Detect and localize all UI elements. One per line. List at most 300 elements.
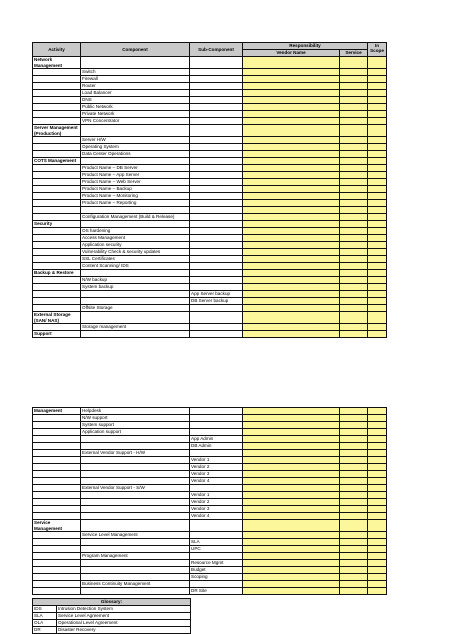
- in-scope-cell[interactable]: [368, 104, 387, 111]
- activity-cell: [33, 305, 81, 312]
- service-cell[interactable]: [340, 104, 368, 111]
- in-scope-cell[interactable]: [368, 305, 387, 312]
- sub-component-cell: [190, 284, 243, 291]
- vendor-name-cell[interactable]: [243, 69, 340, 76]
- in-scope-cell[interactable]: [368, 499, 387, 506]
- service-cell[interactable]: [340, 560, 368, 567]
- component-cell: Business Continuity Management: [81, 581, 190, 588]
- activity-cell: Service Management: [33, 520, 81, 532]
- sub-component-cell: [190, 312, 243, 324]
- service-cell[interactable]: [340, 57, 368, 69]
- table-row: [33, 298, 387, 305]
- table-row: [33, 471, 387, 478]
- component-cell: Product Name – Backup: [81, 186, 190, 193]
- activity-cell: [33, 506, 81, 513]
- sub-component-cell: Scoping: [190, 574, 243, 581]
- service-cell[interactable]: [340, 270, 368, 277]
- sub-component-cell: [190, 137, 243, 144]
- in-scope-cell[interactable]: [368, 97, 387, 104]
- component-cell: Load Balancer: [81, 90, 190, 97]
- in-scope-cell[interactable]: [368, 249, 387, 256]
- service-cell[interactable]: [340, 331, 368, 338]
- in-scope-cell[interactable]: [368, 464, 387, 471]
- component-cell: [81, 207, 190, 214]
- table-row: [33, 408, 387, 415]
- sub-component-cell: Vendor 1: [190, 457, 243, 464]
- in-scope-cell[interactable]: [368, 532, 387, 539]
- service-cell[interactable]: [340, 457, 368, 464]
- activity-cell: [33, 172, 81, 179]
- in-scope-cell[interactable]: [368, 581, 387, 588]
- sub-component-cell: [190, 57, 243, 69]
- in-scope-cell[interactable]: [368, 200, 387, 207]
- service-cell[interactable]: [340, 539, 368, 546]
- component-cell: Product Name – DB Server: [81, 165, 190, 172]
- in-scope-cell[interactable]: [368, 324, 387, 331]
- vendor-name-cell[interactable]: [243, 172, 340, 179]
- vendor-name-cell[interactable]: [243, 291, 340, 298]
- vendor-name-cell[interactable]: [243, 513, 340, 520]
- table-row: [33, 118, 387, 125]
- component-cell: [81, 567, 190, 574]
- activity-cell: [33, 553, 81, 560]
- component-cell: Configuration Management (Build & Release): [81, 214, 190, 221]
- sub-component-cell: [190, 422, 243, 429]
- vendor-name-cell[interactable]: [243, 186, 340, 193]
- glossary-row: [33, 620, 191, 627]
- in-scope-cell[interactable]: [368, 443, 387, 450]
- service-cell[interactable]: [340, 263, 368, 270]
- service-cell[interactable]: [340, 574, 368, 581]
- in-scope-cell[interactable]: [368, 165, 387, 172]
- sub-component-cell: [190, 228, 243, 235]
- vendor-name-cell[interactable]: [243, 97, 340, 104]
- vendor-name-cell[interactable]: [243, 83, 340, 90]
- table-row: [33, 69, 387, 76]
- in-scope-cell[interactable]: [368, 312, 387, 324]
- component-cell: [81, 588, 190, 595]
- service-cell[interactable]: [340, 144, 368, 151]
- in-scope-cell[interactable]: [368, 57, 387, 69]
- component-cell: [81, 506, 190, 513]
- sub-component-cell: [190, 111, 243, 118]
- table-row: [33, 492, 387, 499]
- component-cell: Product Name – Monitoring: [81, 193, 190, 200]
- vendor-name-cell[interactable]: [243, 305, 340, 312]
- sub-component-cell: SLA: [190, 539, 243, 546]
- activity-cell: [33, 464, 81, 471]
- activity-cell: [33, 532, 81, 539]
- header-activity: Activity: [33, 43, 81, 57]
- vendor-name-cell[interactable]: [243, 104, 340, 111]
- in-scope-cell[interactable]: [368, 193, 387, 200]
- vendor-name-cell[interactable]: [243, 137, 340, 144]
- vendor-name-cell[interactable]: [243, 249, 340, 256]
- vendor-name-cell[interactable]: [243, 111, 340, 118]
- table-row: [33, 172, 387, 179]
- service-cell[interactable]: [340, 443, 368, 450]
- in-scope-cell[interactable]: [368, 284, 387, 291]
- in-scope-cell[interactable]: [368, 69, 387, 76]
- service-cell[interactable]: [340, 422, 368, 429]
- sub-component-cell: Vendor 1: [190, 492, 243, 499]
- vendor-name-cell[interactable]: [243, 270, 340, 277]
- vendor-name-cell[interactable]: [243, 193, 340, 200]
- service-cell[interactable]: [340, 193, 368, 200]
- vendor-name-cell[interactable]: [243, 553, 340, 560]
- table-row: [33, 270, 387, 277]
- activity-cell: [33, 324, 81, 331]
- sub-component-cell: [190, 532, 243, 539]
- sub-component-cell: [190, 186, 243, 193]
- activity-cell: [33, 228, 81, 235]
- service-cell[interactable]: [340, 165, 368, 172]
- service-cell[interactable]: [340, 485, 368, 492]
- activity-cell: [33, 83, 81, 90]
- in-scope-cell[interactable]: [368, 186, 387, 193]
- vendor-name-cell[interactable]: [243, 539, 340, 546]
- in-scope-cell[interactable]: [368, 144, 387, 151]
- service-cell[interactable]: [340, 179, 368, 186]
- vendor-name-cell[interactable]: [243, 574, 340, 581]
- vendor-name-cell[interactable]: [243, 207, 340, 214]
- vendor-name-cell[interactable]: [243, 450, 340, 457]
- service-cell[interactable]: [340, 151, 368, 158]
- in-scope-cell[interactable]: [368, 270, 387, 277]
- in-scope-cell[interactable]: [368, 179, 387, 186]
- sub-component-cell: [190, 249, 243, 256]
- service-cell[interactable]: [340, 277, 368, 284]
- vendor-name-cell[interactable]: [243, 422, 340, 429]
- activity-cell: [33, 151, 81, 158]
- in-scope-cell[interactable]: [368, 546, 387, 553]
- sub-component-cell: Resource Mgmt: [190, 560, 243, 567]
- activity-cell: [33, 277, 81, 284]
- service-cell[interactable]: [340, 436, 368, 443]
- vendor-name-cell[interactable]: [243, 478, 340, 485]
- vendor-name-cell[interactable]: [243, 331, 340, 338]
- in-scope-cell[interactable]: [368, 298, 387, 305]
- component-cell: Content Scanning/ IDS: [81, 263, 190, 270]
- vendor-name-cell[interactable]: [243, 200, 340, 207]
- activity-cell: [33, 560, 81, 567]
- in-scope-cell[interactable]: [368, 277, 387, 284]
- sub-component-cell: [190, 158, 243, 165]
- vendor-name-cell[interactable]: [243, 57, 340, 69]
- in-scope-cell[interactable]: [368, 151, 387, 158]
- service-cell[interactable]: [340, 249, 368, 256]
- service-cell[interactable]: [340, 172, 368, 179]
- component-cell: Product Name – Web Server: [81, 179, 190, 186]
- activity-cell: [33, 291, 81, 298]
- table-row: [33, 256, 387, 263]
- vendor-name-cell[interactable]: [243, 443, 340, 450]
- component-cell: [81, 298, 190, 305]
- vendor-name-cell[interactable]: [243, 125, 340, 137]
- in-scope-cell[interactable]: [368, 478, 387, 485]
- vendor-name-cell[interactable]: [243, 298, 340, 305]
- service-cell[interactable]: [340, 478, 368, 485]
- service-cell[interactable]: [340, 492, 368, 499]
- service-cell[interactable]: [340, 408, 368, 415]
- vendor-name-cell[interactable]: [243, 151, 340, 158]
- activity-cell: [33, 298, 81, 305]
- service-cell[interactable]: [340, 118, 368, 125]
- header-component: Component: [81, 43, 190, 57]
- activity-cell: [33, 193, 81, 200]
- vendor-name-cell[interactable]: [243, 464, 340, 471]
- in-scope-cell[interactable]: [368, 520, 387, 532]
- component-cell: [81, 513, 190, 520]
- table-row: [33, 193, 387, 200]
- vendor-name-cell[interactable]: [243, 567, 340, 574]
- service-cell[interactable]: [340, 207, 368, 214]
- glossary-row: [33, 606, 191, 613]
- in-scope-cell[interactable]: [368, 76, 387, 83]
- in-scope-cell[interactable]: [368, 450, 387, 457]
- vendor-name-cell[interactable]: [243, 436, 340, 443]
- vendor-name-cell[interactable]: [243, 520, 340, 532]
- vendor-name-cell[interactable]: [243, 235, 340, 242]
- service-cell[interactable]: [340, 553, 368, 560]
- vendor-name-cell[interactable]: [243, 499, 340, 506]
- in-scope-cell[interactable]: [368, 90, 387, 97]
- sub-component-cell: Vendor 2: [190, 499, 243, 506]
- in-scope-cell[interactable]: [368, 111, 387, 118]
- vendor-name-cell[interactable]: [243, 284, 340, 291]
- service-cell[interactable]: [340, 235, 368, 242]
- vendor-name-cell[interactable]: [243, 312, 340, 324]
- in-scope-cell[interactable]: [368, 235, 387, 242]
- vendor-name-cell[interactable]: [243, 118, 340, 125]
- table-row: [33, 291, 387, 298]
- glossary-abbreviation: OLA: [33, 620, 57, 627]
- in-scope-cell[interactable]: [368, 553, 387, 560]
- service-cell[interactable]: [340, 415, 368, 422]
- component-cell: [81, 312, 190, 324]
- component-cell: Server H/W: [81, 137, 190, 144]
- vendor-name-cell[interactable]: [243, 546, 340, 553]
- in-scope-cell[interactable]: [368, 158, 387, 165]
- service-cell[interactable]: [340, 83, 368, 90]
- table-row: [33, 553, 387, 560]
- component-cell: Storage management: [81, 324, 190, 331]
- glossary-meaning: Disaster Recovery: [57, 627, 191, 634]
- service-cell[interactable]: [340, 324, 368, 331]
- service-cell[interactable]: [340, 513, 368, 520]
- in-scope-cell[interactable]: [368, 485, 387, 492]
- service-cell[interactable]: [340, 137, 368, 144]
- vendor-name-cell[interactable]: [243, 165, 340, 172]
- service-cell[interactable]: [340, 291, 368, 298]
- service-cell[interactable]: [340, 256, 368, 263]
- in-scope-cell[interactable]: [368, 429, 387, 436]
- in-scope-cell[interactable]: [368, 263, 387, 270]
- vendor-name-cell[interactable]: [243, 532, 340, 539]
- activity-cell: [33, 429, 81, 436]
- vendor-name-cell[interactable]: [243, 429, 340, 436]
- in-scope-cell[interactable]: [368, 539, 387, 546]
- service-cell[interactable]: [340, 588, 368, 595]
- in-scope-cell[interactable]: [368, 256, 387, 263]
- activity-cell: [33, 200, 81, 207]
- in-scope-cell[interactable]: [368, 137, 387, 144]
- service-cell[interactable]: [340, 298, 368, 305]
- in-scope-cell[interactable]: [368, 588, 387, 595]
- in-scope-cell[interactable]: [368, 172, 387, 179]
- component-cell: [81, 520, 190, 532]
- vendor-name-cell[interactable]: [243, 228, 340, 235]
- service-cell[interactable]: [340, 90, 368, 97]
- in-scope-cell[interactable]: [368, 422, 387, 429]
- in-scope-cell[interactable]: [368, 436, 387, 443]
- component-cell: Helpdesk: [81, 408, 190, 415]
- in-scope-cell[interactable]: [368, 118, 387, 125]
- activity-cell: [33, 69, 81, 76]
- component-cell: [81, 478, 190, 485]
- vendor-name-cell[interactable]: [243, 324, 340, 331]
- service-cell[interactable]: [340, 567, 368, 574]
- activity-cell: Management: [33, 408, 81, 415]
- service-cell[interactable]: [340, 450, 368, 457]
- service-cell[interactable]: [340, 581, 368, 588]
- activity-cell: [33, 478, 81, 485]
- table-row: [33, 249, 387, 256]
- sub-component-cell: [190, 125, 243, 137]
- table-row: [33, 207, 387, 214]
- vendor-name-cell[interactable]: [243, 581, 340, 588]
- in-scope-cell[interactable]: [368, 574, 387, 581]
- vendor-name-cell[interactable]: [243, 560, 340, 567]
- in-scope-cell[interactable]: [368, 513, 387, 520]
- in-scope-cell[interactable]: [368, 471, 387, 478]
- service-cell[interactable]: [340, 429, 368, 436]
- service-cell[interactable]: [340, 464, 368, 471]
- sub-component-cell: [190, 76, 243, 83]
- activity-cell: [33, 179, 81, 186]
- in-scope-cell[interactable]: [368, 331, 387, 338]
- service-cell[interactable]: [340, 214, 368, 221]
- table-row: [33, 429, 387, 436]
- service-cell[interactable]: [340, 284, 368, 291]
- in-scope-cell[interactable]: [368, 242, 387, 249]
- in-scope-cell[interactable]: [368, 83, 387, 90]
- table-row: [33, 76, 387, 83]
- in-scope-cell[interactable]: [368, 228, 387, 235]
- header-service: Service: [340, 50, 368, 57]
- service-cell[interactable]: [340, 200, 368, 207]
- table-row: [33, 513, 387, 520]
- vendor-name-cell[interactable]: [243, 144, 340, 151]
- vendor-name-cell[interactable]: [243, 263, 340, 270]
- component-cell: [81, 331, 190, 338]
- vendor-name-cell[interactable]: [243, 179, 340, 186]
- vendor-name-cell[interactable]: [243, 214, 340, 221]
- sub-component-cell: Vendor 4: [190, 513, 243, 520]
- in-scope-cell[interactable]: [368, 415, 387, 422]
- sub-component-cell: [190, 207, 243, 214]
- glossary-abbreviation: DR: [33, 627, 57, 634]
- in-scope-cell[interactable]: [368, 221, 387, 228]
- vendor-name-cell[interactable]: [243, 471, 340, 478]
- in-scope-cell[interactable]: [368, 125, 387, 137]
- table-row: [33, 499, 387, 506]
- service-cell[interactable]: [340, 471, 368, 478]
- in-scope-cell[interactable]: [368, 214, 387, 221]
- sub-component-cell: Budget: [190, 567, 243, 574]
- vendor-name-cell[interactable]: [243, 221, 340, 228]
- vendor-name-cell[interactable]: [243, 457, 340, 464]
- glossary-row: [33, 613, 191, 620]
- table-row: [33, 560, 387, 567]
- component-cell: Application security: [81, 242, 190, 249]
- activity-cell: Network Management: [33, 57, 81, 69]
- in-scope-cell[interactable]: [368, 207, 387, 214]
- service-cell[interactable]: [340, 499, 368, 506]
- table-row: [33, 324, 387, 331]
- table-row: [33, 312, 387, 324]
- service-cell[interactable]: [340, 111, 368, 118]
- service-cell[interactable]: [340, 228, 368, 235]
- vendor-name-cell[interactable]: [243, 242, 340, 249]
- service-cell[interactable]: [340, 221, 368, 228]
- service-cell[interactable]: [340, 69, 368, 76]
- component-cell: [81, 560, 190, 567]
- service-cell[interactable]: [340, 97, 368, 104]
- vendor-name-cell[interactable]: [243, 158, 340, 165]
- sub-component-cell: [190, 263, 243, 270]
- service-cell[interactable]: [340, 532, 368, 539]
- in-scope-cell[interactable]: [368, 560, 387, 567]
- component-cell: Private Network: [81, 111, 190, 118]
- vendor-name-cell[interactable]: [243, 277, 340, 284]
- vendor-name-cell[interactable]: [243, 485, 340, 492]
- service-cell[interactable]: [340, 125, 368, 137]
- in-scope-cell[interactable]: [368, 291, 387, 298]
- service-cell[interactable]: [340, 520, 368, 532]
- vendor-name-cell[interactable]: [243, 506, 340, 513]
- vendor-name-cell[interactable]: [243, 588, 340, 595]
- in-scope-cell[interactable]: [368, 408, 387, 415]
- service-cell[interactable]: [340, 506, 368, 513]
- vendor-name-cell[interactable]: [243, 76, 340, 83]
- glossary-abbreviation: IDS: [33, 606, 57, 613]
- sub-component-cell: Vendor 2: [190, 464, 243, 471]
- service-cell[interactable]: [340, 158, 368, 165]
- vendor-name-cell[interactable]: [243, 492, 340, 499]
- service-cell[interactable]: [340, 305, 368, 312]
- vendor-name-cell[interactable]: [243, 90, 340, 97]
- service-cell[interactable]: [340, 76, 368, 83]
- vendor-name-cell[interactable]: [243, 256, 340, 263]
- service-cell[interactable]: [340, 312, 368, 324]
- activity-cell: [33, 443, 81, 450]
- vendor-name-cell[interactable]: [243, 408, 340, 415]
- table-row: [33, 546, 387, 553]
- service-cell[interactable]: [340, 546, 368, 553]
- activity-cell: [33, 165, 81, 172]
- in-scope-cell[interactable]: [368, 506, 387, 513]
- in-scope-cell[interactable]: [368, 492, 387, 499]
- vendor-name-cell[interactable]: [243, 415, 340, 422]
- service-cell[interactable]: [340, 242, 368, 249]
- service-cell[interactable]: [340, 186, 368, 193]
- activity-cell: [33, 284, 81, 291]
- in-scope-cell[interactable]: [368, 457, 387, 464]
- table-row: [33, 305, 387, 312]
- activity-cell: [33, 415, 81, 422]
- in-scope-cell[interactable]: [368, 567, 387, 574]
